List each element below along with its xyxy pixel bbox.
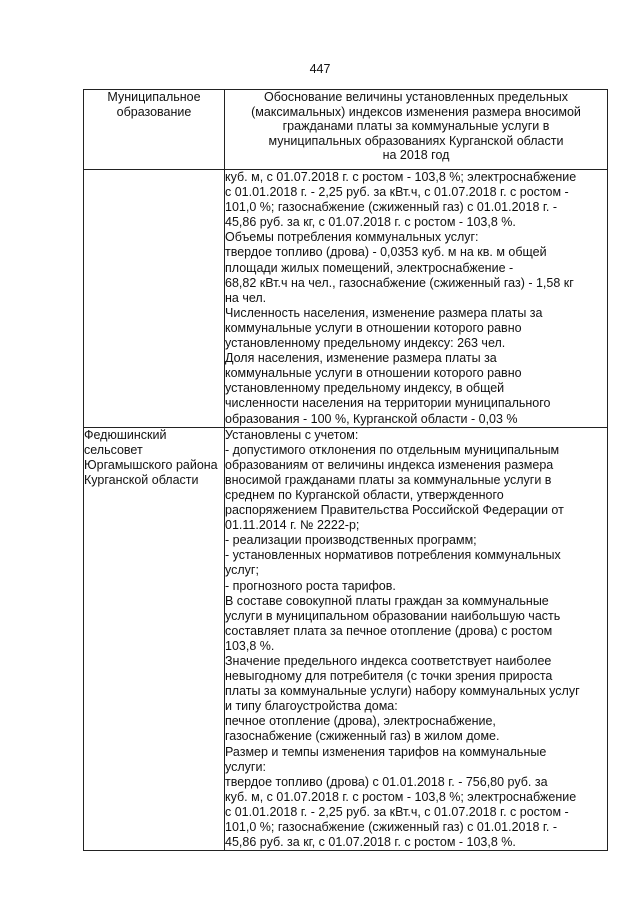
- text-line: Объемы потребления коммунальных услуг:: [225, 230, 479, 245]
- municipality-cell-empty: [84, 170, 225, 428]
- text-line: с 01.01.2018 г. - 2,25 руб. за кВт.ч, с 01.07.2018 г. с ростом -: [225, 185, 569, 200]
- text-line: на чел.: [225, 290, 267, 305]
- text-line: 103,8 %.: [225, 638, 275, 653]
- text-line: установленному предельному индексу: 263 чел.: [225, 336, 506, 351]
- header-justification: [225, 90, 608, 170]
- header-justification-line: на 2018 год: [382, 148, 450, 163]
- text-line: вносимой гражданами платы за коммунальные услуги в: [225, 472, 552, 487]
- municipality-line: Курганской области: [84, 472, 199, 487]
- text-line: распоряжением Правительства Российской Федерации от: [225, 503, 564, 518]
- table-row: [84, 427, 608, 851]
- text-line: площади жилых помещений, электроснабжение -: [225, 260, 514, 275]
- text-line: образования - 100 %, Курганской области - 0,03 %: [225, 411, 518, 426]
- text-line: платы за коммунальные услуги) набору коммунальных услуг: [225, 684, 580, 699]
- page-number: 447: [309, 62, 331, 76]
- text-line: Значение предельного индекса соответствует наиболее: [225, 654, 552, 668]
- text-line: составляет плата за печное отопление (дрова) с ростом: [225, 623, 553, 638]
- text-line: коммунальные услуги в отношении которого равно: [225, 320, 522, 335]
- text-line: - прогнозного роста тарифов.: [225, 578, 396, 593]
- text-line: 45,86 руб. за кг, с 01.07.2018 г. с ростом - 103,8 %.: [225, 215, 516, 230]
- text-line: 101,0 %; газоснабжение (сжиженный газ) с 01.01.2018 г. -: [225, 820, 558, 835]
- municipality-line: сельсовет: [84, 442, 143, 457]
- text-line: невыгодному для потребителя (с точки зрения прироста: [225, 669, 553, 684]
- text-line: твердое топливо (дрова) - 0,0353 куб. м на кв. м общей: [225, 245, 547, 260]
- text-line: твердое топливо (дрова) с 01.01.2018 г. - 756,80 руб. за: [225, 774, 548, 789]
- justification-table: [83, 89, 608, 851]
- municipality-line: Федюшинский: [84, 427, 167, 442]
- text-line: с 01.01.2018 г. - 2,25 руб. за кВт.ч, с 01.07.2018 г. с ростом -: [225, 804, 569, 819]
- header-municipality: [84, 90, 225, 170]
- table-row: [84, 170, 608, 428]
- text-line: Установлены с учетом:: [225, 427, 359, 442]
- header-municipality-line: Муниципальное: [107, 90, 201, 104]
- header-justification-line: гражданами платы за коммунальные услуги в: [282, 119, 550, 134]
- text-line: - реализации производственных программ;: [225, 533, 477, 548]
- text-line: - установленных нормативов потребления коммунальных: [225, 548, 561, 563]
- text-line: - допустимого отклонения по отдельным муниципальным: [225, 442, 560, 457]
- municipality-cell: [84, 427, 225, 851]
- header-justification-line: (максимальных) индексов изменения размера вносимой: [251, 104, 581, 119]
- justification-cell: [225, 170, 608, 428]
- justification-cell: [225, 427, 608, 851]
- text-line: услуги:: [225, 759, 266, 774]
- municipality-line: Юргамышского района: [84, 457, 218, 472]
- header-justification-line: муниципальных образованиях Курганской области: [268, 133, 564, 148]
- text-line: газоснабжение (сжиженный газ) в жилом доме.: [225, 729, 500, 744]
- text-line: услуг;: [225, 563, 259, 578]
- text-line: численности населения на территории муниципального: [225, 396, 551, 411]
- text-line: 101,0 %; газоснабжение (сжиженный газ) с 01.01.2018 г. -: [225, 200, 558, 215]
- text-line: В составе совокупной платы граждан за коммунальные: [225, 593, 549, 608]
- text-line: куб. м, с 01.07.2018 г. с ростом - 103,8 %; электроснабжение: [225, 789, 577, 804]
- text-line: Численность населения, изменение размера платы за: [225, 305, 543, 320]
- text-line: среднем по Курганской области, утвержденного: [225, 487, 504, 502]
- text-line: образованиям от величины индекса изменения размера: [225, 457, 554, 472]
- text-line: коммунальные услуги в отношении которого равно: [225, 366, 522, 381]
- text-line: и типу благоустройства дома:: [225, 699, 398, 714]
- text-line: 68,82 кВт.ч на чел., газоснабжение (сжиженный газ) - 1,58 кг: [225, 275, 574, 290]
- text-line: Размер и темпы изменения тарифов на коммунальные: [225, 744, 547, 759]
- text-line: куб. м, с 01.07.2018 г. с ростом - 103,8 %; электроснабжение: [225, 170, 577, 184]
- text-line: установленному предельному индексу, в общей: [225, 381, 505, 396]
- text-line: Доля населения, изменение размера платы за: [225, 351, 497, 366]
- text-line: 45,86 руб. за кг, с 01.07.2018 г. с ростом - 103,8 %.: [225, 835, 516, 850]
- text-line: услуги в муниципальном образовании наибольшую часть: [225, 608, 561, 623]
- table-header-row: [84, 90, 608, 170]
- header-justification-line: Обоснование величины установленных предельных: [264, 90, 568, 104]
- text-line: 01.11.2014 г. № 2222-р;: [225, 518, 360, 533]
- header-municipality-line: образование: [116, 104, 192, 119]
- text-line: печное отопление (дрова), электроснабжение,: [225, 714, 496, 729]
